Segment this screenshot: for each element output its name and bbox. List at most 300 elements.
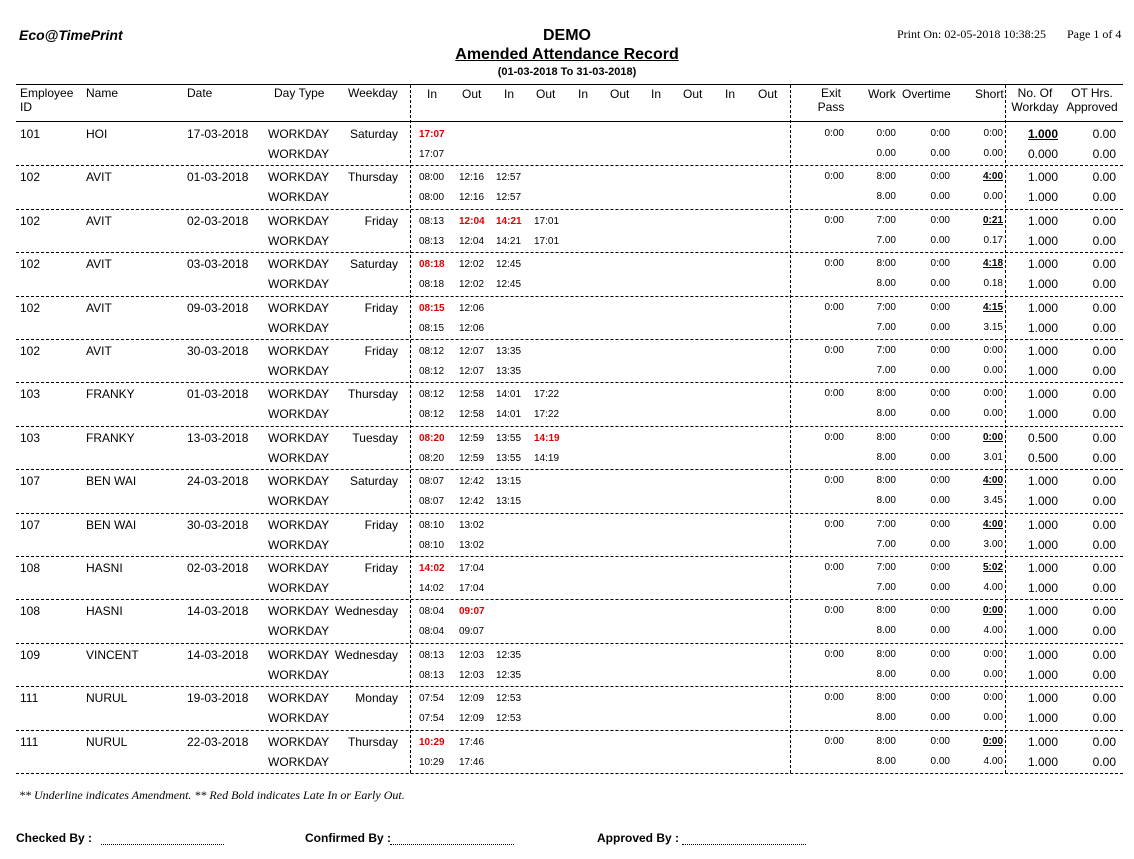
overtime: 0.00 [930,756,950,767]
workday-count: 1.000 [1027,407,1058,421]
ot-approved: 0.00 [1092,648,1116,662]
record-separator [16,599,1123,600]
ot-approved: 0.00 [1092,538,1116,552]
col-in-1: In [427,87,438,101]
punch-time: 17:07 [419,129,445,140]
short-hours: 5:02 [982,562,1003,573]
workday-count: 1.000 [1027,668,1058,682]
employee-id: 103 [20,387,41,401]
short-hours: 0:00 [982,432,1003,443]
overtime: 0.00 [930,625,950,636]
punch-time: 08:12 [419,346,445,357]
punch-time: 12:07 [459,366,485,377]
ot-approved: 0.00 [1092,190,1116,204]
record-date: 14-03-2018 [187,648,249,662]
work-hours: 8:00 [876,475,896,486]
punch-time: 17:04 [459,583,485,594]
col-out-4: Out [683,87,703,101]
punch-time: 08:15 [419,303,445,314]
punch-time: 13:15 [496,476,522,487]
overtime: 0:00 [930,345,950,356]
work-hours: 8:00 [876,649,896,660]
exit-pass: 0:00 [824,432,844,443]
exit-pass: 0:00 [824,562,844,573]
day-type: WORKDAY [268,561,330,575]
exit-pass: 0:00 [824,302,844,313]
short-hours: 0:00 [982,736,1003,747]
record-separator [16,686,1123,687]
overtime: 0:00 [930,128,950,139]
short-hours: 3.01 [983,452,1003,463]
workday-count: 1.000 [1027,387,1058,401]
punch-time: 12:07 [459,346,485,357]
punch-time: 12:57 [496,192,522,203]
ot-approved: 0.00 [1092,321,1116,335]
employee-id: 102 [20,344,41,358]
work-hours: 8.00 [876,495,896,506]
punch-time: 08:10 [419,520,445,531]
punch-time: 08:15 [419,323,445,334]
punch-time: 14:02 [419,563,445,574]
short-hours: 3.00 [983,539,1003,550]
checked-by-label: Checked By : [16,831,93,845]
punch-time: 10:29 [419,737,445,748]
punch-time: 12:45 [496,259,522,270]
punch-time: 08:07 [419,476,445,487]
col-in-3: In [578,87,589,101]
day-type: WORKDAY [268,190,330,204]
overtime: 0:00 [930,215,950,226]
work-hours: 8.00 [876,625,896,636]
day-type: WORKDAY [268,387,330,401]
work-hours: 8:00 [876,432,896,443]
ot-approved: 0.00 [1092,561,1116,575]
short-hours: 4.00 [983,756,1003,767]
col-out-5: Out [758,87,778,101]
employee-name: AVIT [86,301,112,315]
work-hours: 8.00 [876,756,896,767]
punch-time: 12:02 [459,259,485,270]
exit-pass: 0:00 [824,345,844,356]
divider-workday [1005,85,1006,773]
record-separator [16,513,1123,514]
day-type: WORKDAY [268,538,330,552]
day-type: WORKDAY [268,257,330,271]
workday-count: 1.000 [1027,214,1058,228]
weekday: Monday [355,691,398,705]
exit-pass: 0:00 [824,649,844,660]
day-type: WORKDAY [268,668,330,682]
employee-id: 109 [20,648,41,662]
ot-approved: 0.00 [1092,451,1116,465]
col-employee-id: Employee ID [20,86,74,114]
col-overtime: Overtime [902,87,951,101]
work-hours: 7:00 [876,302,896,313]
short-hours: 0:00 [983,345,1003,356]
weekday: Tuesday [352,431,398,445]
punch-time: 17:22 [534,389,560,400]
workday-count: 1.000 [1027,604,1058,618]
overtime: 0.00 [930,408,950,419]
exit-pass: 0:00 [824,605,844,616]
workday-count: 1.000 [1027,301,1058,315]
punch-time: 12:06 [459,303,485,314]
day-type: WORKDAY [268,301,330,315]
day-type: WORKDAY [268,711,330,725]
overtime: 0:00 [930,562,950,573]
ot-approved: 0.00 [1092,711,1116,725]
short-hours: 4:18 [982,258,1003,269]
punch-time: 14:21 [496,216,522,227]
ot-approved: 0.00 [1092,234,1116,248]
exit-pass: 0:00 [824,388,844,399]
day-type: WORKDAY [268,147,330,161]
confirmed-by-label: Confirmed By : [305,831,392,845]
exit-pass: 0:00 [824,215,844,226]
punch-time: 12:59 [459,453,485,464]
employee-name: NURUL [86,691,128,705]
checked-by-signature-line [101,844,224,845]
exit-pass: 0:00 [824,128,844,139]
punch-time: 14:21 [496,236,522,247]
day-type: WORKDAY [268,604,330,618]
employee-name: AVIT [86,214,112,228]
short-hours: 0.17 [983,235,1003,246]
employee-name: AVIT [86,257,112,271]
weekday: Thursday [347,735,398,749]
record-date: 22-03-2018 [187,735,249,749]
record-date: 02-03-2018 [187,214,249,228]
employee-name: NURUL [86,735,128,749]
punch-time: 08:07 [419,496,445,507]
punch-time: 12:45 [496,279,522,290]
punch-time: 14:01 [496,409,522,420]
employee-id: 102 [20,170,41,184]
workday-count: 1.000 [1027,474,1058,488]
day-type: WORKDAY [268,321,330,335]
overtime: 0:00 [930,519,950,530]
record-separator [16,556,1123,557]
punch-time: 08:12 [419,389,445,400]
punch-time: 14:19 [534,453,560,464]
punch-time: 12:58 [459,389,485,400]
work-hours: 8:00 [876,258,896,269]
workday-count: 1.000 [1027,711,1058,725]
punch-time: 13:55 [496,453,522,464]
record-date: 30-03-2018 [187,518,249,532]
weekday: Wednesday [334,604,398,618]
work-hours: 8.00 [876,408,896,419]
print-timestamp: Print On: 02-05-2018 10:38:25 [897,27,1046,41]
punch-time: 10:29 [419,757,445,768]
punch-time: 17:01 [534,216,560,227]
record-date: 01-03-2018 [187,387,249,401]
punch-time: 12:53 [496,713,522,724]
short-hours: 0:00 [983,649,1003,660]
day-type: WORKDAY [268,755,330,769]
record-date: 24-03-2018 [187,474,249,488]
overtime: 0.00 [930,191,950,202]
employee-id: 111 [20,691,39,705]
col-out-3: Out [610,87,630,101]
ot-approved: 0.00 [1092,387,1116,401]
work-hours: 8:00 [876,692,896,703]
work-hours: 8.00 [876,712,896,723]
record-separator [16,773,1123,774]
short-hours: 0.18 [983,278,1003,289]
overtime: 0:00 [930,649,950,660]
day-type: WORKDAY [268,648,330,662]
punch-time: 14:02 [419,583,445,594]
work-hours: 8.00 [876,191,896,202]
punch-time: 08:13 [419,670,445,681]
punch-time: 13:15 [496,496,522,507]
day-type: WORKDAY [268,127,330,141]
weekday: Saturday [349,257,398,271]
work-hours: 8.00 [876,278,896,289]
record-date: 30-03-2018 [187,344,249,358]
day-type: WORKDAY [268,735,330,749]
punch-time: 17:46 [459,757,485,768]
punch-time: 09:07 [459,606,485,617]
punch-time: 08:00 [419,192,445,203]
divider-exit [790,85,791,773]
employee-id: 111 [20,735,39,749]
short-hours: 0.00 [983,148,1003,159]
legend-note: ** Underline indicates Amendment. ** Red Bold indicates Late In or Early Out. [19,788,405,802]
ot-approved: 0.00 [1092,147,1116,161]
day-type: WORKDAY [268,581,330,595]
punch-time: 08:18 [419,279,445,290]
employee-name: FRANKY [86,387,135,401]
approved-by-signature-line [682,844,806,845]
punch-time: 14:19 [534,433,560,444]
weekday: Friday [364,301,398,315]
short-hours: 0.00 [983,408,1003,419]
report-title: Amended Attendance Record [455,46,679,63]
punch-time: 08:18 [419,259,445,270]
punch-time: 13:55 [496,433,522,444]
weekday: Thursday [347,170,398,184]
overtime: 0.00 [930,235,950,246]
col-out-1: Out [462,87,482,101]
employee-name: BEN WAI [86,474,137,488]
punch-time: 08:13 [419,216,445,227]
day-type: WORKDAY [268,277,330,291]
overtime: 0.00 [930,365,950,376]
punch-time: 07:54 [419,693,445,704]
ot-approved: 0.00 [1092,257,1116,271]
weekday: Thursday [347,387,398,401]
work-hours: 0.00 [876,148,896,159]
punch-time: 12:42 [459,496,485,507]
employee-name: HOI [86,127,108,141]
day-type: WORKDAY [268,344,330,358]
exit-pass: 0:00 [824,519,844,530]
employee-name: VINCENT [86,648,139,662]
punch-time: 08:12 [419,366,445,377]
overtime: 0:00 [930,736,950,747]
col-short: Short [975,87,1004,101]
overtime: 0:00 [930,258,950,269]
ot-approved: 0.00 [1092,474,1116,488]
record-separator [16,252,1123,253]
punch-time: 08:13 [419,650,445,661]
workday-count: 1.000 [1027,234,1058,248]
workday-count: 1.000 [1027,190,1058,204]
confirmed-by-signature-line [390,844,514,845]
short-hours: 0.00 [983,712,1003,723]
workday-count: 0.000 [1027,147,1058,161]
col-date: Date [187,86,213,100]
divider-times [410,85,411,773]
ot-approved: 0.00 [1092,127,1116,141]
ot-approved: 0.00 [1092,624,1116,638]
work-hours: 7.00 [876,235,896,246]
punch-time: 13:02 [459,540,485,551]
punch-time: 12:42 [459,476,485,487]
ot-approved: 0.00 [1092,668,1116,682]
record-date: 09-03-2018 [187,301,249,315]
overtime: 0.00 [930,452,950,463]
workday-count: 1.000 [1027,624,1058,638]
punch-time: 08:04 [419,626,445,637]
ot-approved: 0.00 [1092,277,1116,291]
record-date: 19-03-2018 [187,691,249,705]
work-hours: 8.00 [876,669,896,680]
work-hours: 7:00 [876,519,896,530]
col-day-type: Day Type [274,86,325,100]
punch-time: 12:09 [459,713,485,724]
col-out-2: Out [536,87,556,101]
day-type: WORKDAY [268,170,330,184]
day-type: WORKDAY [268,407,330,421]
record-date: 02-03-2018 [187,561,249,575]
workday-count: 0.500 [1027,431,1058,445]
employee-name: BEN WAI [86,518,137,532]
employee-id: 101 [20,127,41,141]
workday-count: 0.500 [1027,451,1058,465]
short-hours: 4:00 [982,475,1003,486]
work-hours: 8:00 [876,388,896,399]
punch-time: 08:13 [419,236,445,247]
record-separator [16,209,1123,210]
workday-count: 1.000 [1027,561,1058,575]
punch-time: 12:35 [496,650,522,661]
punch-time: 07:54 [419,713,445,724]
workday-count: 1.000 [1027,518,1058,532]
short-hours: 0:00 [983,692,1003,703]
col-in-4: In [651,87,662,101]
ot-approved: 0.00 [1092,301,1116,315]
employee-id: 102 [20,214,41,228]
workday-count: 1.000 [1027,364,1058,378]
day-type: WORKDAY [268,691,330,705]
overtime: 0:00 [930,605,950,616]
work-hours: 8:00 [876,736,896,747]
col-no-of-workday: No. Of Workday [1011,86,1059,114]
workday-count: 1.000 [1027,277,1058,291]
punch-time: 08:20 [419,453,445,464]
company-name: DEMO [543,27,591,44]
punch-time: 17:04 [459,563,485,574]
overtime: 0.00 [930,539,950,550]
weekday: Saturday [349,474,398,488]
employee-id: 108 [20,561,41,575]
work-hours: 7:00 [876,562,896,573]
work-hours: 7.00 [876,582,896,593]
short-hours: 0:00 [983,388,1003,399]
exit-pass: 0:00 [824,171,844,182]
work-hours: 7.00 [876,322,896,333]
employee-id: 103 [20,431,41,445]
work-hours: 7.00 [876,539,896,550]
day-type: WORKDAY [268,214,330,228]
ot-approved: 0.00 [1092,214,1116,228]
employee-id: 102 [20,301,41,315]
col-work: Work [868,87,896,101]
col-ot-hrs-approved: OT Hrs. Approved [1066,86,1118,114]
short-hours: 3.15 [983,322,1003,333]
punch-time: 13:02 [459,520,485,531]
punch-time: 08:10 [419,540,445,551]
work-hours: 8:00 [876,605,896,616]
ot-approved: 0.00 [1092,581,1116,595]
record-separator [16,296,1123,297]
day-type: WORKDAY [268,234,330,248]
workday-count: 1.000 [1027,581,1058,595]
overtime: 0.00 [930,495,950,506]
record-date: 14-03-2018 [187,604,249,618]
record-separator [16,469,1123,470]
employee-name: AVIT [86,170,112,184]
punch-time: 08:04 [419,606,445,617]
record-date: 01-03-2018 [187,170,249,184]
record-date: 13-03-2018 [187,431,249,445]
workday-count: 1.000 [1027,755,1058,769]
ot-approved: 0.00 [1092,494,1116,508]
work-hours: 0:00 [876,128,896,139]
weekday: Friday [364,214,398,228]
brand-title: Eco@TimePrint [19,27,123,43]
exit-pass: 0:00 [824,692,844,703]
punch-time: 12:59 [459,433,485,444]
work-hours: 8:00 [876,171,896,182]
ot-approved: 0.00 [1092,431,1116,445]
employee-name: HASNI [86,561,123,575]
exit-pass: 0:00 [824,736,844,747]
short-hours: 0:21 [982,215,1003,226]
work-hours: 7.00 [876,365,896,376]
workday-count: 1.000 [1027,344,1058,358]
workday-count: 1.000 [1027,538,1058,552]
punch-time: 12:09 [459,693,485,704]
punch-time: 09:07 [459,626,485,637]
punch-time: 17:01 [534,236,560,247]
employee-name: AVIT [86,344,112,358]
overtime: 0:00 [930,475,950,486]
header-bottom-rule [16,121,1123,122]
overtime: 0:00 [930,388,950,399]
punch-time: 17:46 [459,737,485,748]
page-number: Page 1 of 4 [1067,27,1122,41]
weekday: Friday [364,344,398,358]
short-hours: 4:00 [982,519,1003,530]
punch-time: 08:20 [419,433,445,444]
employee-name: FRANKY [86,431,135,445]
record-separator [16,339,1123,340]
overtime: 0.00 [930,712,950,723]
